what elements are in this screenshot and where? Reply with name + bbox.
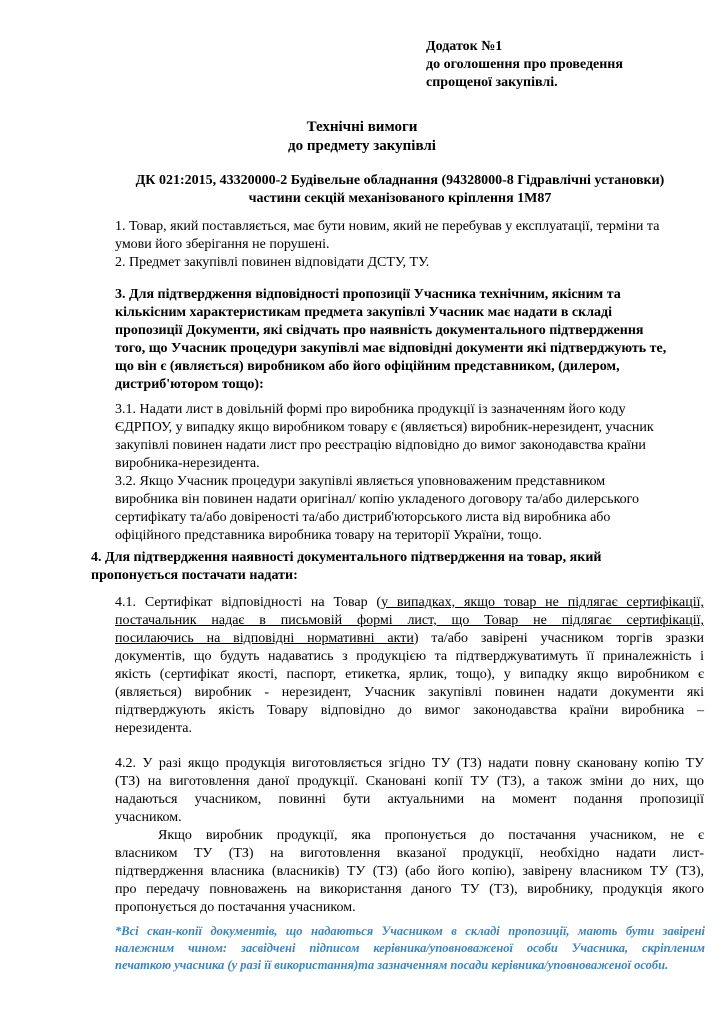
item-line: виробника-нерезидента.: [115, 456, 260, 471]
annex-number: Додаток №1: [426, 39, 503, 54]
item-4-2-line: (ТЗ) на виготовлення даної продукції. Скановані копії ТУ (ТЗ), а також зміни до них, що: [115, 774, 704, 789]
item-4-1-line: [115, 594, 704, 612]
requirement-line: 1. Товар, який поставляється, має бути новим, який не перебував у експлуатації, терміни та: [115, 219, 660, 234]
item-4-1-line: [115, 612, 704, 630]
item-4-2-line: надаються учасником, повинні бути актуальними на момент подання пропозиції: [115, 792, 704, 807]
annex-header: [426, 38, 686, 92]
requirement-line: 2. Предмет закупівлі повинен відповідати ДСТУ, ТУ.: [115, 255, 430, 270]
section-line: того, що Учасник процедури закупівлі має відповідні документи які підтверджують те,: [115, 341, 667, 356]
item-line: сертифікату та/або довіреності та/або дистриб'юторського листа від виробника або: [115, 510, 611, 525]
requirement-line: умови його зберігання не порушені.: [115, 237, 330, 252]
document-subtitle: до предмету закупівлі: [288, 138, 436, 154]
footnote-line: *Всі скан-копії документів, що надаються Учасником в складі пропозиції, мають бути завірені: [115, 924, 705, 938]
section-line: кількісним характеристикам предмета закупівлі Учасник має надати в складі: [115, 305, 613, 320]
item-4-3-line: підтвердження власника (власників) ТУ (ТЗ) (або його копію), завірену власником ТУ (ТЗ),: [115, 864, 704, 879]
text-run: 4.1. Сертифікат відповідності на Товар (: [115, 595, 382, 610]
section-line: пропонується постачати надати:: [91, 568, 298, 583]
subject-line: частини секцій механізованого кріплення 1М87: [248, 191, 552, 206]
item-4-2-line: учасником.: [115, 810, 182, 825]
paragraph-gap: [115, 738, 704, 755]
underlined-text: постачальник надає в письмовій формі лист, що Товар не підлягає сертифікації,: [115, 613, 704, 628]
item-4-1-line: документів, що будуть надаватись з продукцією та підтверджуватимуть її приналежність і: [115, 649, 704, 664]
item-line: 3.2. Якщо Учасник процедури закупівлі являється уповноваженим представником: [115, 474, 606, 489]
item-line: ЄДРПОУ, у випадку якщо виробником товару є (являється) виробник-нерезидент, учасник: [115, 420, 654, 435]
subject-line: ДК 021:2015, 43320000-2 Будівельне обладнання (94328000-8 Гідравлічні установки): [135, 173, 665, 188]
section-4-body: [115, 594, 704, 917]
section-3-heading: [115, 286, 705, 394]
annex-line: до оголошення про проведення: [426, 57, 623, 72]
item-4-1-line: нерезидента.: [115, 721, 192, 736]
section-3-items: [115, 401, 705, 545]
underlined-text: у випадках, якщо товар не підлягає сертифікації,: [381, 595, 704, 610]
item-line: 3.1. Надати лист в довільній формі про виробника продукції із зазначенням його коду: [115, 402, 626, 417]
item-4-1-line: якість (сертифікат якості, паспорт, етикетка, ярлик, тощо), у випадку якщо виробником є: [115, 667, 704, 682]
footnote: [115, 923, 705, 974]
item-line: офіційного представника виробника товару на території України, тощо.: [115, 528, 542, 543]
item-4-1-line: підтверджують якість Товару відповідно до вимог законодавства країни виробника –: [115, 703, 704, 718]
annex-line: спрощеної закупівлі.: [426, 75, 558, 90]
document-title: Технічні вимоги: [306, 119, 418, 135]
item-line: закупівлі повинен надати лист про реєстрацію відповідно до вимог законодавства країни: [115, 438, 646, 453]
footnote-line: печаткою учасника (у разі її використання)та зазначенням посади керівника/уповноваженої особи.: [115, 958, 669, 972]
item-4-3-line: пропонується до постачання учасником.: [115, 900, 356, 915]
footnote-line: належним чином: засвідчені підписом керівника/уповноваженої особи Учасника, скріпленим: [115, 941, 705, 955]
item-4-3-line: власником ТУ (ТЗ) на виготовлення вказаної продукції, необхідно надати лист-: [115, 846, 704, 861]
section-4-heading: [91, 549, 711, 585]
item-4-1-line: (являється) виробник - нерезидент, Учасник закупівлі повинен надати документи які: [115, 685, 704, 700]
item-line: виробника він повинен надати оригінал/ копію укладеного договору та/або дилерського: [115, 492, 640, 507]
requirements-1-2: [115, 218, 705, 272]
underlined-text: посилаючись на відповідні нормативні акти: [115, 631, 414, 646]
section-line: дистриб'ютором тощо):: [115, 377, 264, 392]
item-4-3-line: про передачу повноважень на використання даного ТУ (ТЗ), виробнику, продукція якого: [115, 882, 704, 897]
section-line: 3. Для підтвердження відповідності пропозиції Учасника технічним, якісним та: [115, 287, 621, 302]
section-line: 4. Для підтвердження наявності документального підтвердження на товар, який: [91, 550, 602, 565]
item-4-3-line: Якщо виробник продукції, яка пропонується до постачання учасником, не є: [158, 828, 704, 843]
procurement-subject: [100, 172, 700, 208]
section-line: пропозиції Документи, які свідчать про наявність документального підтвердження: [115, 323, 644, 338]
item-4-2-line: 4.2. У разі якщо продукція виготовляється згідно ТУ (ТЗ) надати повну скановану копію ТУ: [115, 756, 704, 771]
text-run: ) та/або завірені учасником торгів зразки: [413, 631, 704, 646]
item-4-1-line: [115, 630, 704, 648]
section-line: що він є (являється) виробником або його офіційним представником, (дилером,: [115, 359, 620, 374]
